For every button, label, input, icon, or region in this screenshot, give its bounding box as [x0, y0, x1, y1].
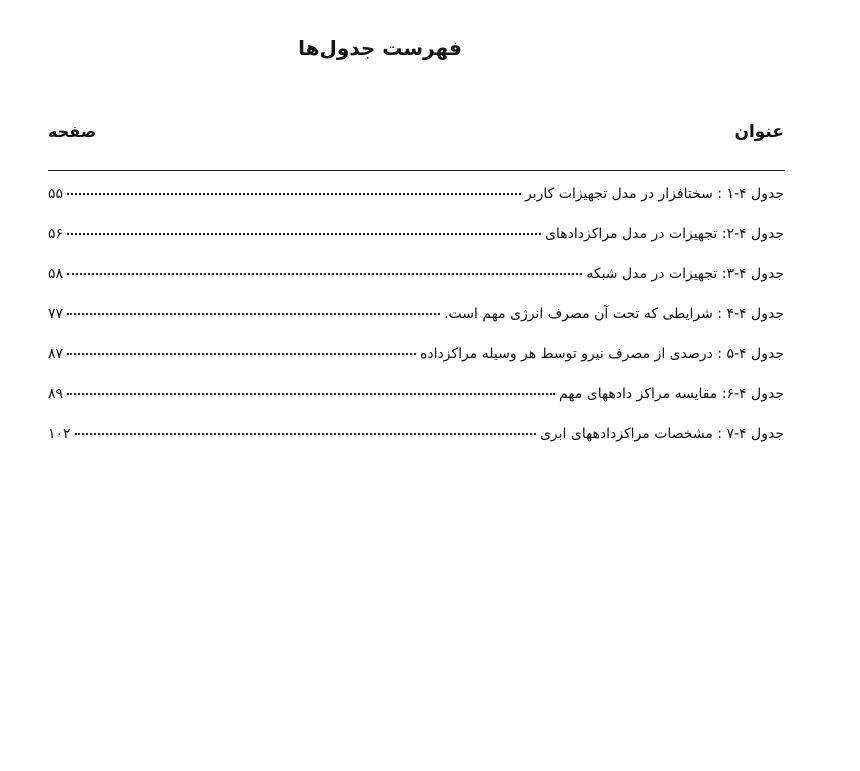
- toc-entry-page: ۷۷: [48, 306, 64, 322]
- toc-entry-page: ۵۵: [48, 186, 64, 202]
- toc-entry-title: جدول ۴-۶: مقایسه مراکز دادههای مهم: [559, 386, 784, 402]
- dot-leader: [67, 312, 440, 315]
- toc-entry[interactable]: [48, 306, 784, 346]
- dot-leader: [67, 392, 555, 395]
- toc-entry[interactable]: [48, 266, 784, 306]
- toc-list: [48, 186, 784, 466]
- toc-entry-title: جدول ۴-۵ : درصدی از مصرف نیرو توسط هر وسیله مراکزداده: [420, 346, 784, 362]
- toc-entry-page: ۵۸: [48, 266, 64, 282]
- toc-entry[interactable]: [48, 226, 784, 266]
- toc-entry-title: جدول ۴-۳: تجهیزات در مدل شبکه: [586, 266, 784, 282]
- column-header-title: عنوان: [734, 122, 784, 142]
- page-title: فهرست جدول‌ها: [298, 36, 462, 60]
- toc-entry[interactable]: [48, 386, 784, 426]
- dot-leader: [67, 272, 582, 275]
- toc-entry-page: ۱۰۲: [48, 426, 71, 442]
- toc-entry-title: جدول ۴-۱ : سختافزار در مدل تجهیزات کاربر: [525, 186, 784, 202]
- toc-entry-title: جدول ۴-۴ : شرایطی که تحت آن مصرف انرژی مهم است.: [444, 306, 784, 322]
- toc-entry-title: جدول ۴-۲: تجهیزات در مدل مراکزدادهای: [545, 226, 784, 242]
- toc-entry-page: ۸۷: [48, 346, 64, 362]
- toc-entry[interactable]: [48, 346, 784, 386]
- toc-entry-page: ۵۶: [48, 226, 64, 242]
- dot-leader: [67, 192, 521, 195]
- header-divider: [48, 170, 785, 171]
- toc-entry[interactable]: [48, 186, 784, 226]
- column-header-page: صفحه: [48, 122, 97, 141]
- dot-leader: [67, 232, 541, 235]
- toc-header: [48, 122, 784, 150]
- toc-entry-page: ۸۹: [48, 386, 64, 402]
- toc-entry[interactable]: [48, 426, 784, 466]
- dot-leader: [75, 432, 536, 435]
- toc-entry-title: جدول ۴-۷ : مشخصات مراکزدادههای ابری: [539, 426, 784, 442]
- dot-leader: [67, 352, 416, 355]
